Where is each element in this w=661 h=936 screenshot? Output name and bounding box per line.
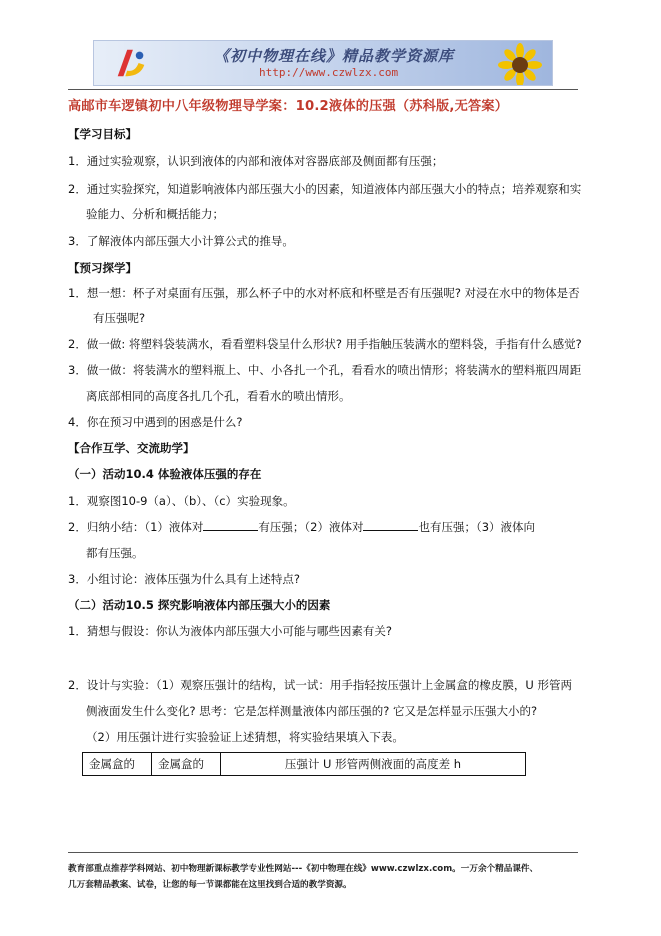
section-heading-goals: 【学习目标】 [68,127,137,141]
activity-item: 1．猜想与假设：你认为液体内部压强大小可能与哪些因素有关? [68,624,392,638]
activity-item: （2）用压强计进行实验验证上述猜想，将实验结果填入下表。 [86,730,404,744]
table-row [83,753,526,776]
section-heading-preview: 【预习探学】 [68,261,137,275]
header-banner [93,40,553,86]
footer-divider [68,852,578,853]
preview-item: 4．你在预习中遇到的困惑是什么? [68,415,243,429]
table-header-cell: 金属盒的 [152,753,221,776]
activity-heading: （二）活动10.5 探究影响液体内部压强大小的因素 [68,598,331,612]
footer-line: 几万套精品教案、试卷，让您的每一节课都能在这里找到合适的教学资源。 [68,880,352,890]
sunflower-icon [494,43,546,86]
czwlzx-logo-icon [112,44,150,82]
blank-text: 2．归纳小结：（1）液体对 [68,520,204,534]
activity-item: 2．设计与实验：（1）观察压强计的结构，试一试：用手指轻按压强计上金属盒的橡皮膜，U 形管两 [68,678,572,692]
table-header-cell: 压强计 U 形管两侧液面的高度差 h [221,753,526,776]
page-title: 高邮市车逻镇初中八年级物理导学案：10.2液体的压强（苏科版,无答案） [68,99,509,114]
table-header-cell: 金属盒的 [83,753,152,776]
activity-item: 都有压强。 [86,546,144,560]
blank-text: 有压强；（2）液体对 [258,520,364,534]
goal-item: 3．了解液体内部压强大小计算公式的推导。 [68,234,294,248]
preview-item: 2．做一做: 将塑料袋装满水，看看塑料袋呈什么形状? 用手指触压装满水的塑料袋，手指有什么感觉? [68,337,582,351]
experiment-table [82,752,526,776]
preview-item: 离底部相同的高度各扎几个孔，看看水的喷出情形。 [86,389,351,403]
goal-item: 1．通过实验观察，认识到液体的内部和液体对容器底部及侧面都有压强； [68,154,444,168]
goal-item: 2．通过实验探究，知道影响液体内部压强大小的因素，知道液体内部压强大小的特点；培养观察和实 [68,182,582,196]
activity-item-fill-blank [68,519,535,535]
activity-heading: （一）活动10.4 体验液体压强的存在 [68,467,262,481]
preview-item: 3．做一做：将装满水的塑料瓶上、中、小各扎一个孔，看看水的喷出情形；将装满水的塑料瓶四周距 [68,363,582,377]
activity-item: 侧液面发生什么变化? 思考：它是怎样测量液体内部压强的? 它又是怎样显示压强大小的? [86,704,538,718]
preview-item: 有压强呢? [93,311,146,325]
preview-item: 1．想一想：杯子对桌面有压强，那么杯子中的水对杯底和杯壁是否有压强呢? 对浸在水中的物体是否 [68,286,580,300]
goal-item: 验能力、分析和概括能力； [86,207,224,221]
banner-title: 《初中物理在线》精品教学资源库 [214,47,455,65]
section-heading-cooperate: 【合作互学、交流助学】 [68,441,195,455]
blank-text: 也有压强；（3）液体向 [418,520,536,534]
banner-url[interactable]: http://www.czwlzx.com [259,66,399,79]
activity-item: 3．小组讨论：液体压强为什么具有上述特点? [68,572,300,586]
answer-blank[interactable] [363,519,418,531]
header-divider [68,89,578,90]
footer-line: 教育部重点推荐学科网站、初中物理新课标教学专业性网站---《初中物理在线》www.czwlzx.com。一万余个精品课件、 [68,864,539,874]
activity-item: 1．观察图10-9（a）、（b）、（c）实验现象。 [68,494,295,508]
answer-blank[interactable] [203,519,258,531]
